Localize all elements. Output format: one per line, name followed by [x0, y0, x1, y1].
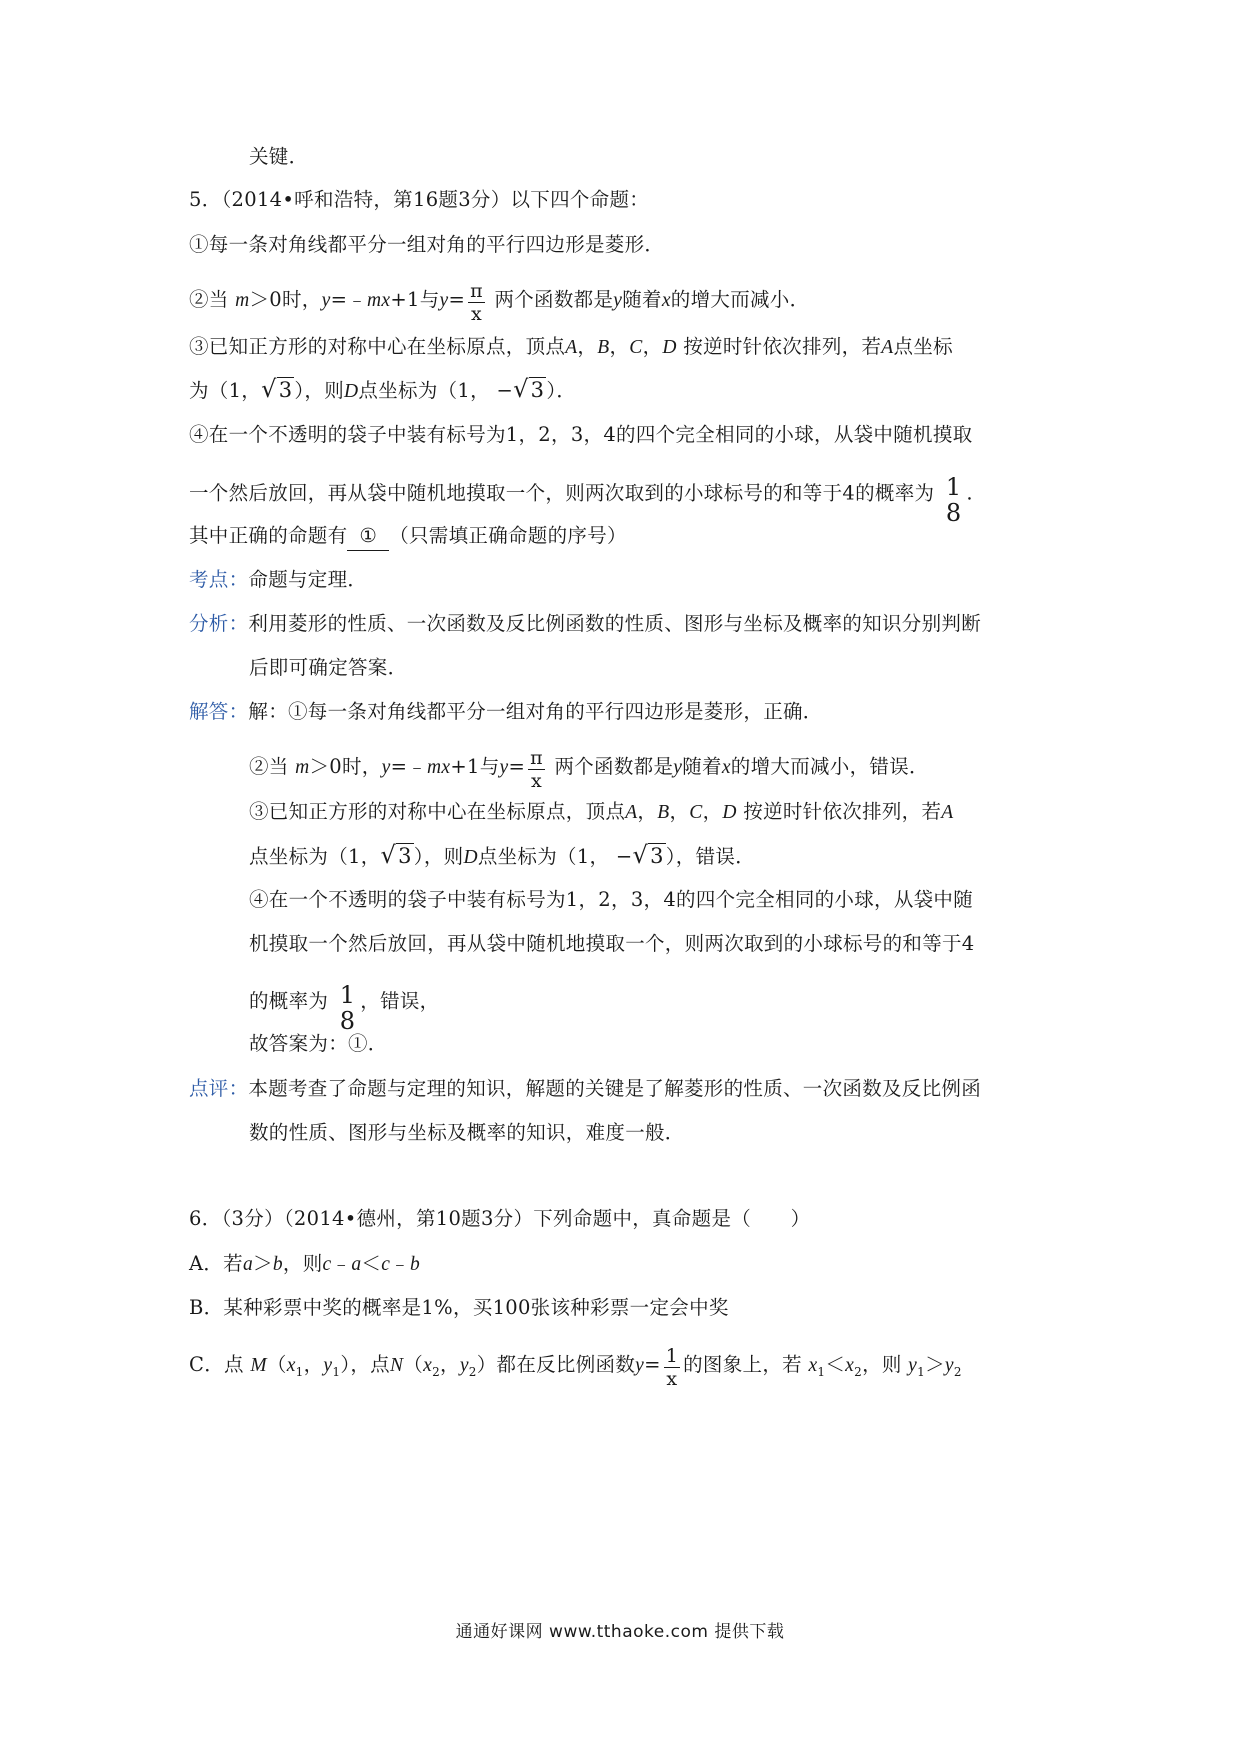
q5-proposition-3: ③已知正方形的对称中心在坐标原点，顶点A，B，C，D 按逆时针依次排列，若A点坐标 [189, 335, 953, 358]
dianping-row: 点评：本题考查了命题与定理的知识，解题的关键是了解菱形的性质、一次函数及反比例函 [189, 1077, 982, 1100]
q5-proposition-2: ②当 m＞0时，y=﹣mx+1与y= $\frac{\pi}{x}$ 两个函数都是y随着x的增大而减小． [189, 280, 810, 325]
solution-4-cont: 机摸取一个然后放回，再从袋中随机地摸取一个，则两次取到的小球标号的和等于4 [249, 932, 975, 955]
solution-4-end: 的概率为 1 8 ，错误， [249, 981, 440, 1035]
dianping-row-cont: 数的性质、图形与坐标及概率的知识，难度一般． [249, 1121, 685, 1144]
answer-blank: ① [347, 522, 389, 551]
sqrt-3: √3 [261, 375, 293, 403]
q5-proposition-4-cont: 一个然后放回，再从袋中随机地摸取一个，则两次取到的小球标号的和等于4的概率为 1 8 . [189, 473, 973, 527]
q5-proposition-3-cont: 为（1，√3 ），则D点坐标为（1， −√3 ）． [189, 375, 577, 403]
q5-proposition-1: ①每一条对角线都平分一组对角的平行四边形是菱形． [189, 233, 665, 256]
solution-3: ③已知正方形的对称中心在坐标原点，顶点A，B，C，D 按逆时针依次排列，若A [249, 800, 954, 823]
fraction-one-eighth: 1 8 [945, 473, 962, 527]
q6-option-b: B．某种彩票中奖的概率是1%，买100张该种彩票一定会中奖 [189, 1296, 729, 1319]
final-answer: 故答案为：①． [249, 1032, 388, 1055]
fraction-pi-over-x: $\frac{\pi}{x}$ [470, 280, 483, 325]
fenxi-row-cont: 后即可确定答案． [249, 656, 408, 679]
fenxi-row: 分析：利用菱形的性质、一次函数及反比例函数的性质、图形与坐标及概率的知识分别判断 [189, 612, 982, 635]
jieda-label: 解答： [189, 700, 249, 723]
q6-option-c: C．点 $M(x_1$，$y_1$），点$N(x_2$，$y_2$）都在反比例函数y= $\frac{1}{x}$ 的图象上，若 $x_1<x_2$，则 $y_1>y_2$ [189, 1345, 962, 1390]
sqrt-3: √3 [380, 841, 412, 869]
fraction-pi-over-x: $\frac{\pi}{x}$ [530, 747, 543, 792]
q5-proposition-4: ④在一个不透明的袋子中装有标号为1，2，3，4的四个完全相同的小球，从袋中随机摸取 [189, 423, 973, 446]
kaodian-row: 考点：命题与定理． [189, 568, 368, 591]
fenxi-label: 分析： [189, 612, 249, 635]
q6-option-a: A．若a＞b，则c﹣a＜c﹣b [189, 1252, 421, 1275]
q5-fill-blank: 其中正确的命题有 ① （只需填正确命题的序号） [189, 522, 627, 551]
kaodian-label: 考点： [189, 568, 249, 591]
solution-3-cont: 点坐标为（1，√3 ），则D点坐标为（1， −√3 ），错误． [249, 841, 756, 869]
sqrt-3: √3 [632, 841, 664, 869]
page-footer: 通通好课网 www.tthaoke.com 提供下载 [455, 1622, 785, 1642]
fraction-one-eighth: 1 8 [339, 981, 356, 1035]
sqrt-3: √3 [513, 375, 545, 403]
fraction-one-over-x: $\frac{1}{x}$ [665, 1345, 679, 1390]
q6-stem: 6．（3分）（2014•德州，第10题3分）下列命题中，真命题是（ ） [189, 1207, 811, 1230]
jieda-row: 解答：解：①每一条对角线都平分一组对角的平行四边形是菱形，正确． [189, 700, 823, 723]
solution-4: ④在一个不透明的袋子中装有标号为1，2，3，4的四个完全相同的小球，从袋中随 [249, 888, 974, 911]
q5-stem: 5．（2014•呼和浩特，第16题3分）以下四个命题： [189, 188, 650, 211]
dianping-label: 点评： [189, 1077, 249, 1100]
prev-answer-tail: 关键． [249, 145, 309, 168]
solution-2: ②当 m＞0时，y=﹣mx+1与y= $\frac{\pi}{x}$ 两个函数都是y随着x的增大而减小，错误． [249, 747, 929, 792]
